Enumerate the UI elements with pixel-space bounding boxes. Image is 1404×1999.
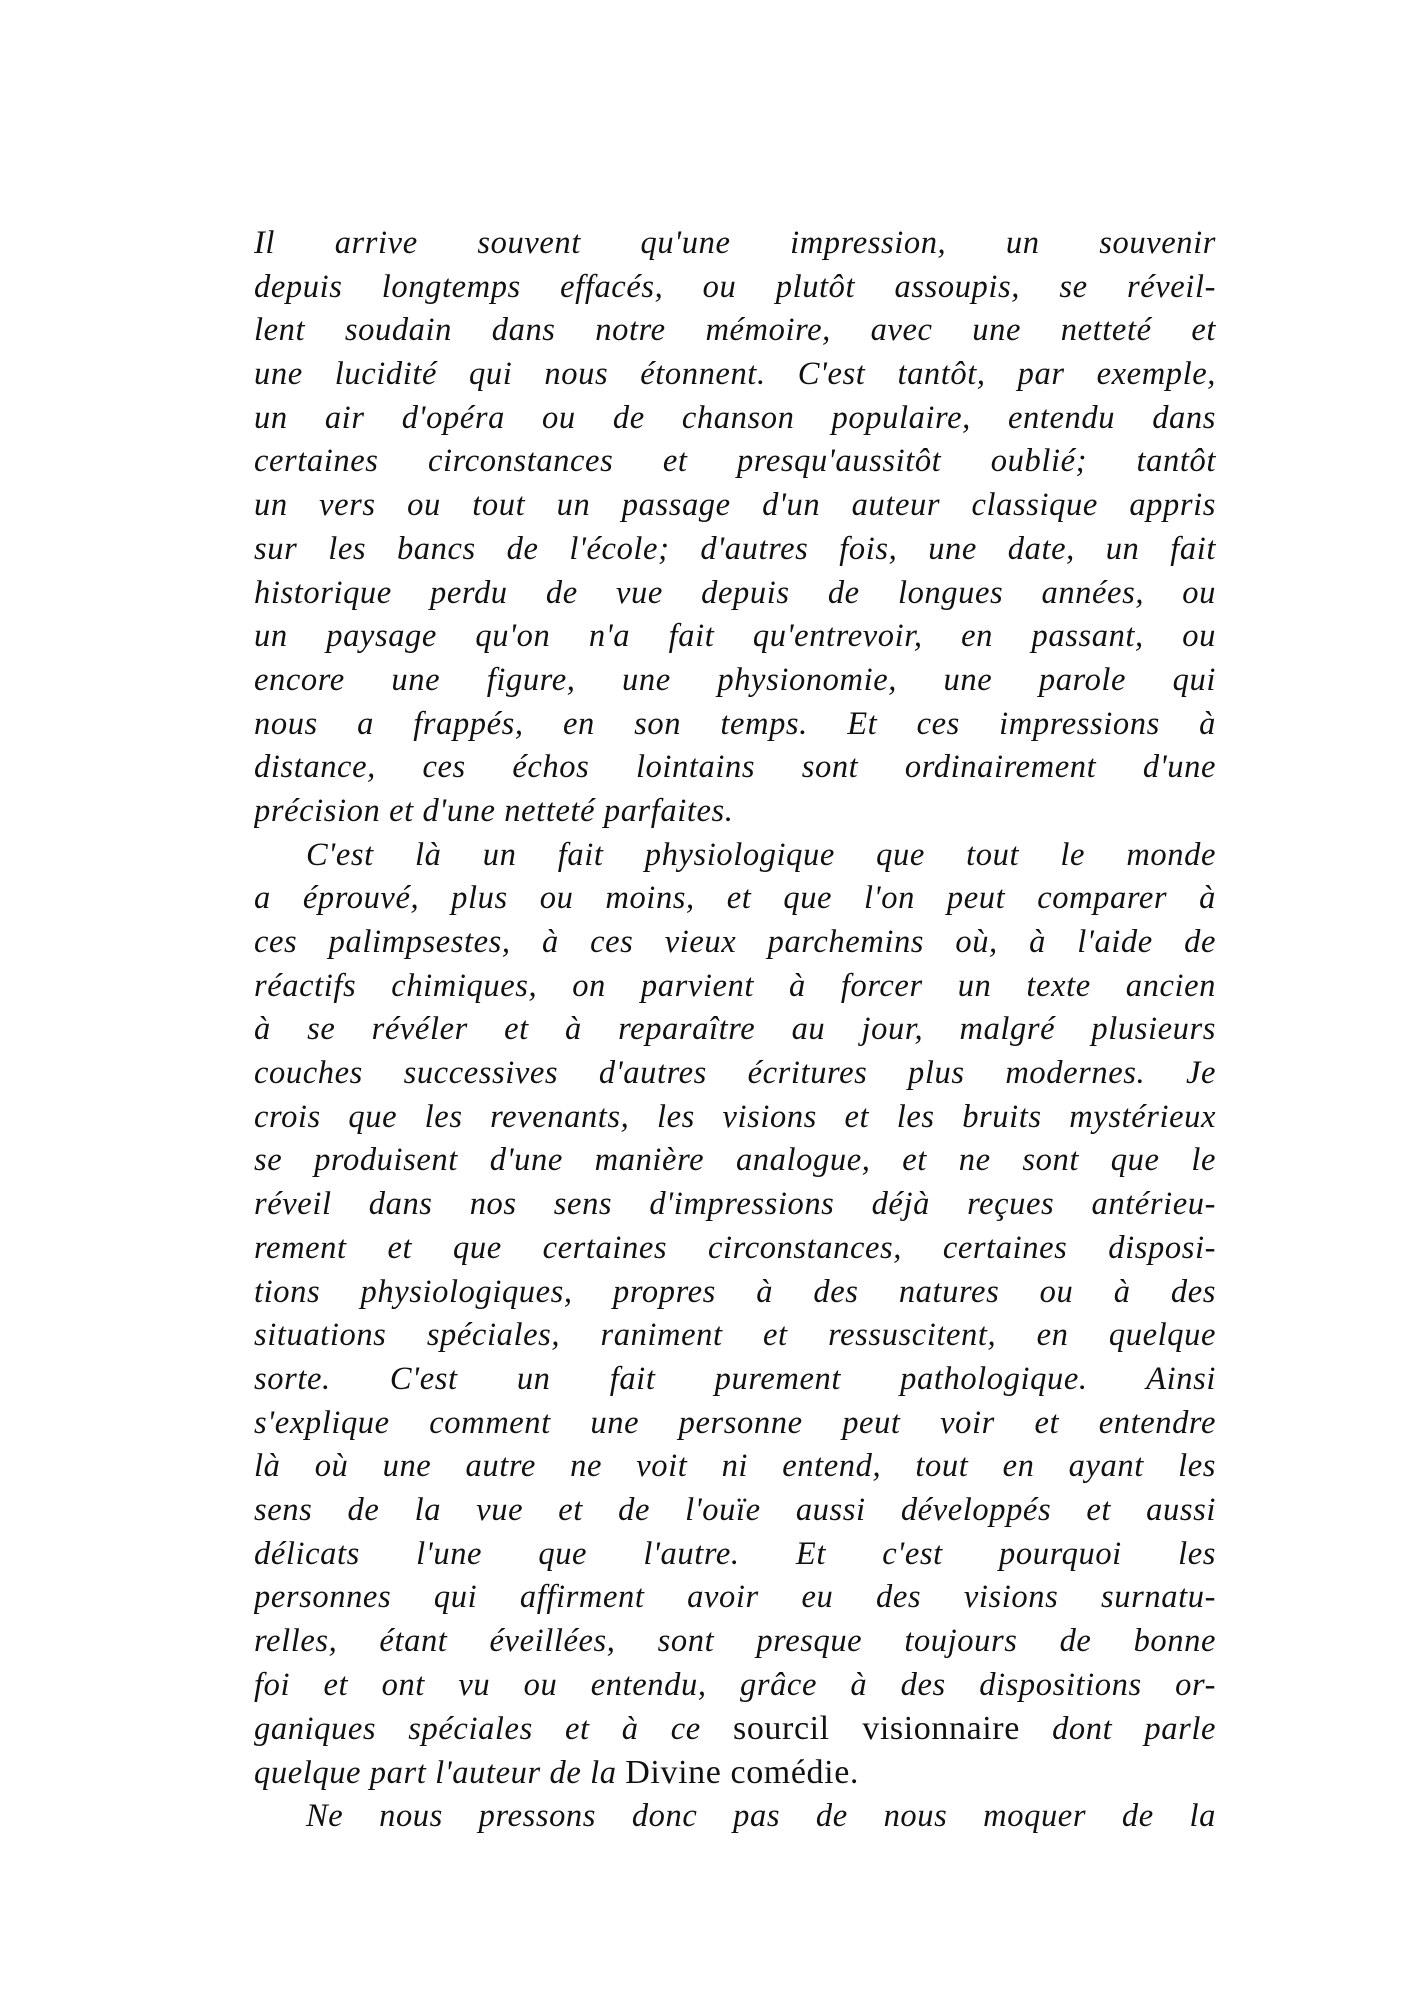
text-line <box>254 1751 1216 1795</box>
text-span: dont parle <box>1019 1711 1216 1748</box>
text-line: sur les bancs de l'école; d'autres fois, une date, un fait <box>254 530 1216 567</box>
text-span: ganiques spéciales et à ce <box>254 1711 733 1748</box>
text-line: crois que les revenants, les visions et les bruits mystérieux <box>254 1098 1216 1135</box>
text-line: là où une autre ne voit ni entend, tout en ayant les <box>254 1448 1216 1485</box>
text-line: se produisent d'une manière analogue, et ne sont que le <box>254 1142 1216 1179</box>
text-line: précision et d'une netteté parfaites. <box>254 792 734 829</box>
text-line: historique perdu de vue depuis de longues années, ou <box>254 574 1216 611</box>
text-line: un paysage qu'on n'a fait qu'entrevoir, en passant, ou <box>254 618 1216 655</box>
text-line: nous a frappés, en son temps. Et ces impressions à <box>254 705 1216 742</box>
text-line: situations spéciales, raniment et ressuscitent, en quelque <box>254 1317 1216 1354</box>
text-line: Ne nous pressons donc pas de nous moquer de la <box>306 1797 1216 1834</box>
text-line: couches successives d'autres écritures plus modernes. Je <box>254 1055 1216 1092</box>
text-line: sorte. C'est un fait purement pathologique. Ainsi <box>254 1360 1216 1397</box>
text-line: une lucidité qui nous étonnent. C'est tantôt, par exemple, <box>254 356 1216 393</box>
text-line: sens de la vue et de l'ouïe aussi développés et aussi <box>254 1491 1216 1528</box>
text-line <box>254 1707 1216 1751</box>
text-line: rement et que certaines circonstances, certaines disposi- <box>254 1229 1216 1266</box>
text-line: Il arrive souvent qu'une impression, un souvenir <box>254 225 1216 261</box>
upright-phrase: sourcil visionnaire <box>732 1710 1020 1748</box>
text-line: réactifs chimiques, on parvient à forcer un texte ancien <box>254 967 1216 1004</box>
text-line: ces palimpsestes, à ces vieux parchemins où, à l'aide de <box>254 924 1216 960</box>
text-line: délicats l'une que l'autre. Et c'est pourquoi les <box>254 1535 1216 1572</box>
text-line: réveil dans nos sens d'impressions déjà reçues antérieu- <box>254 1186 1216 1223</box>
text-line: à se révéler et à reparaître au jour, malgré plusieurs <box>254 1011 1216 1048</box>
text-line: depuis longtemps effacés, ou plutôt assoupis, se réveil- <box>254 268 1216 305</box>
text-line: a éprouvé, plus ou moins, et que l'on peut comparer à <box>254 880 1216 917</box>
page-text <box>254 222 1216 1838</box>
work-title: Divine comédie. <box>625 1754 859 1792</box>
text-line: encore une figure, une physionomie, une parole qui <box>254 661 1216 698</box>
text-span: quelque part l'auteur de la <box>254 1755 626 1792</box>
text-line: relles, étant éveillées, sont presque toujours de bonne <box>254 1623 1216 1659</box>
text-line: lent soudain dans notre mémoire, avec une netteté et <box>254 312 1216 349</box>
text-line: s'explique comment une personne peut voir et entendre <box>254 1404 1216 1441</box>
text-line: un vers ou tout un passage d'un auteur classique appris <box>254 487 1216 524</box>
text-line: tions physiologiques, propres à des natures ou à des <box>254 1273 1216 1310</box>
text-line: un air d'opéra ou de chanson populaire, entendu dans <box>254 399 1216 436</box>
text-line: certaines circonstances et presqu'aussitôt oublié; tantôt <box>254 443 1216 480</box>
text-line: foi et ont vu ou entendu, grâce à des dispositions or- <box>254 1666 1216 1703</box>
text-line: C'est là un fait physiologique que tout le monde <box>306 836 1216 873</box>
text-line: personnes qui affirment avoir eu des visions surnatu- <box>254 1579 1216 1616</box>
text-line: distance, ces échos lointains sont ordinairement d'une <box>254 749 1216 786</box>
